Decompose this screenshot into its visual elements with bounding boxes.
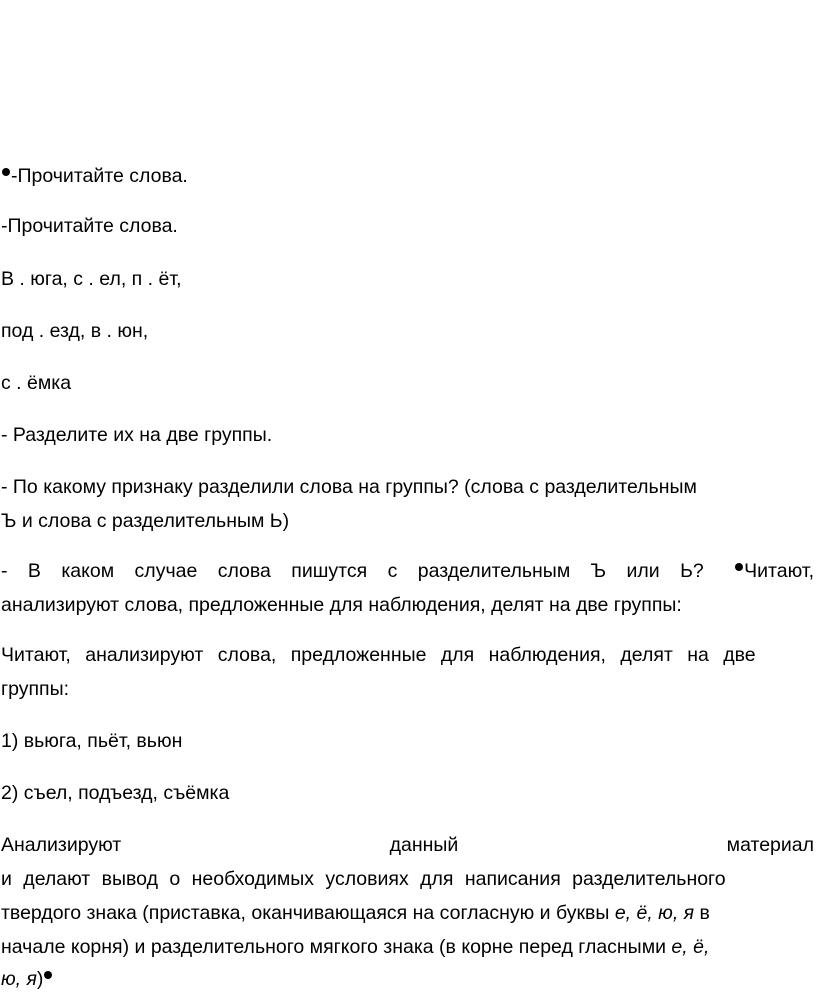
list-item: 1) вьюга, пьёт, вьюн bbox=[1, 730, 183, 752]
text-segment: материал bbox=[726, 834, 814, 856]
text-line: группы: bbox=[1, 678, 70, 700]
text-line bbox=[1, 934, 814, 960]
bullet-icon bbox=[735, 563, 743, 571]
text-segment: ) bbox=[36, 968, 44, 990]
text-segment: данный bbox=[389, 834, 459, 856]
text-line: Ъ и слова с разделительным Ь) bbox=[1, 510, 290, 532]
text-segment: твердого знака (приставка, оканчивающаяся на согласную и буквы bbox=[1, 902, 615, 924]
list-item: 2) съел, подъезд, съёмка bbox=[1, 782, 230, 804]
text-line bbox=[1, 966, 814, 992]
text-segment: Анализируют bbox=[1, 834, 122, 856]
text-line: с . ёмка bbox=[1, 372, 72, 394]
text-line bbox=[1, 900, 814, 926]
text-line: -Прочитайте слова. bbox=[11, 165, 188, 187]
italic-letters: е, ё, bbox=[671, 936, 710, 958]
text-segment: начале корня) и разделительного мягкого знака (в корне перед гласными bbox=[1, 936, 672, 958]
paragraph-question bbox=[1, 558, 814, 584]
paragraph-1 bbox=[1, 163, 814, 189]
text-segment: в bbox=[694, 902, 710, 924]
text-line: В . юга, с . ел, п . ёт, bbox=[1, 268, 182, 290]
text-line: -Прочитайте слова. bbox=[1, 215, 178, 237]
italic-letters: е, ё, ю, я bbox=[614, 902, 695, 924]
text-line: анализируют слова, предложенные для наблюдения, делят на две группы: bbox=[1, 594, 682, 616]
text-line: под . езд, в . юн, bbox=[1, 320, 149, 342]
text-line: и делают вывод о необходимых условиях для написания разделительного bbox=[1, 868, 726, 890]
paragraph-conclusion bbox=[1, 832, 814, 858]
italic-letters: ю, я bbox=[1, 968, 37, 990]
text-segment: - В каком случае слова пишутся с разделительным Ъ или Ь? bbox=[1, 560, 704, 582]
text-line: - По какому признаку разделили слова на группы? (слова с разделительным bbox=[1, 476, 697, 498]
bullet-icon bbox=[2, 168, 10, 176]
bullet-icon bbox=[44, 971, 52, 979]
text-segment: Читают, bbox=[744, 560, 814, 582]
text-line: - Разделите их на две группы. bbox=[1, 424, 273, 446]
text-line: Читают, анализируют слова, предложенные для наблюдения, делят на две bbox=[1, 644, 756, 666]
